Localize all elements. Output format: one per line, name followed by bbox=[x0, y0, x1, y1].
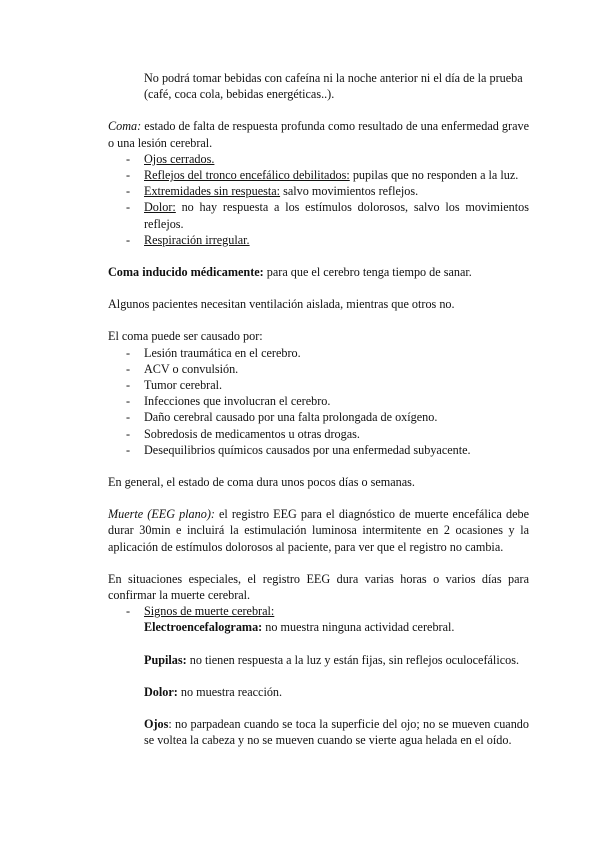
list-item: - Respiración irregular. bbox=[108, 232, 529, 248]
coma-duration: En general, el estado de coma dura unos pocos días o semanas. bbox=[108, 475, 415, 490]
caffeine-note: No podrá tomar bebidas con cafeína ni la noche anterior ni el día de la prueba (café, coca cola, bebidas energéticas..). bbox=[144, 71, 523, 102]
list-item: - Reflejos del tronco encefálico debilitados: pupilas que no responden a la luz. bbox=[108, 167, 529, 183]
list-item: - Dolor: no hay respuesta a los estímulos dolorosos, salvo los movimientos reflejos. bbox=[108, 199, 529, 231]
brain-death-heading: - Signos de muerte cerebral: bbox=[108, 603, 529, 619]
sign-item: Dolor: no muestra reacción. bbox=[144, 684, 283, 699]
list-item: - Daño cerebral causado por una falta prolongada de oxígeno. bbox=[108, 409, 529, 425]
list-item: - ACV o convulsión. bbox=[108, 361, 529, 377]
sign-item: Ojos: no parpadean cuando se toca la superficie del ojo; no se mueven cuando se voltea la cabeza y no se mueven cuando se vierte agua helada en el oído. bbox=[144, 717, 529, 748]
list-item: - Tumor cerebral. bbox=[108, 377, 529, 393]
ventilation-note: Algunos pacientes necesitan ventilación aislada, mientras que otros no. bbox=[108, 297, 455, 312]
list-item: - Sobredosis de medicamentos u otras drogas. bbox=[108, 426, 529, 442]
sign-item: Pupilas: no tienen respuesta a la luz y están fijas, sin reflejos oculocefálicos. bbox=[144, 652, 520, 667]
death-eeg: Muerte (EEG plano): el registro EEG para el diagnóstico de muerte encefálica debe durar 30min e incluirá la estimulación luminosa intermitente en 2 ocasiones y la aplicación de estímulos dolorosos al paciente, para ver que el registro no cambia. bbox=[108, 507, 529, 554]
induced-coma: Coma inducido médicamente: para que el cerebro tenga tiempo de sanar. bbox=[108, 265, 472, 280]
list-item: - Desequilibrios químicos causados por una enfermedad subyacente. bbox=[108, 442, 529, 458]
causes-intro: El coma puede ser causado por: bbox=[108, 329, 263, 344]
coma-term: Coma: bbox=[108, 119, 142, 134]
causes-list bbox=[108, 345, 529, 458]
document-page bbox=[108, 70, 529, 749]
brain-death-signs bbox=[108, 619, 529, 748]
list-item: - Lesión traumática en el cerebro. bbox=[108, 345, 529, 361]
special-situations: En situaciones especiales, el registro EEG dura varias horas o varios días para confirmar la muerte cerebral. bbox=[108, 571, 529, 603]
sign-item: Electroencefalograma: no muestra ninguna actividad cerebral. bbox=[144, 620, 455, 635]
coma-signs-list bbox=[108, 151, 529, 248]
coma-definition: Coma: estado de falta de respuesta profunda como resultado de una enfermedad grave o una lesión cerebral. bbox=[108, 119, 529, 150]
list-item: - Extremidades sin respuesta: salvo movimientos reflejos. bbox=[108, 183, 529, 199]
brain-death-list bbox=[108, 603, 529, 619]
list-item: - Ojos cerrados. bbox=[108, 151, 529, 167]
list-item: - Infecciones que involucran el cerebro. bbox=[108, 393, 529, 409]
